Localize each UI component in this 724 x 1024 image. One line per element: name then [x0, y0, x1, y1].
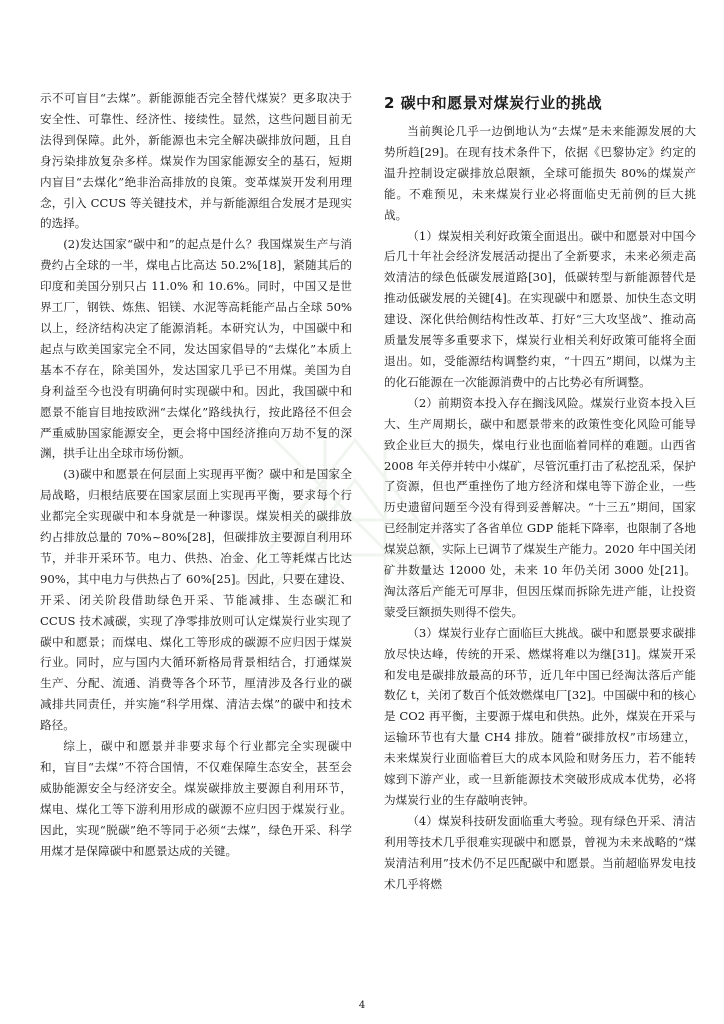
paragraph-challenge-1: （1）煤炭相关利好政策全面退出。碳中和愿景对中国今后几十年社会经济发展活动提出了全新要求，未来必须走高效清洁的绿色低碳发展道路[30]，低碳转型与新能源替代是推动低碳发展的关键[4]。在实现碳中和愿景、加快生态文明建设、深化供给侧结构性改革、打好“三大攻坚战”、推动高质量发展等多重要求下，煤炭行业相关利好政策可能将全面退出。如，受能源结构调整约束，“十四五”期间，以煤为主的化石能源在一次能源消费中的占比势必有所调整。 — [384, 228, 696, 389]
paragraph-intro: 当前舆论几乎一边倒地认为“去煤”是未来能源发展的大势所趋[29]。在现有技术条件下，依据《巴黎协定》约定的温升控制设定碳排放总限额，全球可能损失 80%的煤炭产能。不难预见，未来煤炭行业必将面临史无前例的巨大挑战。 — [384, 124, 696, 222]
left-column — [40, 88, 352, 862]
paragraph-summary: 综上，碳中和愿景并非要求每个行业都完全实现碳中和，盲目“去煤”不符合国情，不仅难保障生态安全，甚至会威胁能源安全与经济安全。煤炭碳排放主要源自利用环节，煤电、煤化工等下游利用形成的碳源不应归因于煤炭行业。因此，实现“脱碳”绝不等同于必须“去煤”，绿色开采、科学用煤才是保障碳中和愿景达成的关键。 — [40, 739, 352, 858]
paragraph-continuation: 示不可盲目“去煤”。新能源能否完全替代煤炭？更多取决于安全性、可靠性、经济性、接续性。显然，这些问题目前无法得到保障。此外，新能源也未完全解决碳排放问题，且自身污染排放复杂多样。煤炭作为国家能源安全的基石，短期内盲目“去煤化”绝非治高排放的良策。变革煤炭开发利用理念，引入 CCUS 等关键技术，并与新能源组合发展才是现实的选择。 — [40, 91, 352, 231]
paragraph-challenge-2: （2）前期资本投入存在搁浅风险。煤炭行业资本投入巨大、生产周期长，碳中和愿景带来的政策性变化风险可能导致企业巨大的损失，煤电行业也面临着同样的难题。山西省 2008 年关停并转中小煤矿，尽管沉重打击了私挖乱采，保护了资源，但也严重挫伤了地方经济和煤电等下游企业，一些历史遗留问题至今没有得到妥善解决。“十三五”期间，国家已经制定并落实了各省单位 GDP 能耗下降率，也限制了各地煤炭总额，实际上已调节了煤炭生产能力。2020 年中国关闭矿井数量达 12000 处，未来 10 年仍关闭 3000 处[21]。淘汰落后产能无可厚非，但因压煤而拆除先进产能，让投资蒙受巨额损失则得不偿失。 — [384, 395, 696, 619]
section-heading: 2 碳中和愿景对煤炭行业的挑战 — [384, 94, 603, 112]
right-column — [384, 92, 696, 895]
paragraph-starting-point: (2)发达国家“碳中和”的起点是什么？我国煤炭生产与消费约占全球的一半，煤电占比高达 50.2%[18]，紧随其后的印度和美国分别只占 11.0% 和 10.6%。同时，中国又是世界工厂，钢铁、炼焦、铝镁、水泥等高耗能产品占全球 50%以上，经济结构决定了能源消耗。本研究认为，中国碳中和起点与欧美国家完全不同，发达国家倡导的“去煤化”本质上基本不存在，除美国外，发达国家几乎已不用煤。美国为自身利益至今也没有明确何时实现碳中和。因此，我国碳中和愿景不能盲目地按欧洲“去煤化”路线执行，按此路径不但会严重威胁国家能源安全，更会将中国经济推向万劫不复的深渊，拱手让出全球市场份额。 — [40, 237, 352, 461]
paragraph-rebalance-level: (3)碳中和愿景在何层面上实现再平衡？碳中和是国家全局战略，归根结底要在国家层面上实现再平衡，要求每个行业都完全实现碳中和本身就是一种谬误。煤炭相关的碳排放约占排放总量的 70%~80%[28]，但碳排放主要源自利用环节，并非开采环节。电力、供热、冶金、化工等耗煤占比达 90%，其中电力与供热占了 60%[25]。因此，只要在建设、开采、闭关阶段借助绿色开采、节能减排、生态碳汇和 CCUS 技术减碳，实现了净零排放则可认定煤炭行业实现了碳中和愿景；而煤电、煤化工等形成的碳源不应归因于煤炭行业。同时，应与国内大循环新格局背景相结合，打通煤炭生产、分配、流通、消费等各个环节，厘清涉及各行业的碳减排共同责任，并实施“科学用煤、清洁去煤”的碳中和技术路径。 — [40, 467, 352, 733]
paragraph-challenge-3: （3）煤炭行业存亡面临巨大挑战。碳中和愿景要求碳排放尽快达峰，传统的开采、燃煤将难以为继[31]。煤炭开采和发电是碳排放最高的环节，近几年中国已经淘汰落后产能数亿 t，关闭了数百个低效燃煤电厂[32]。中国碳中和的核心是 CO2 再平衡，主要源于煤电和供热。此外，煤炭在开采与运输环节也有大量 CH4 排放。随着“碳排放权”市场建立，未来煤炭行业面临着巨大的成本风险和财务压力，若不能转嫁到下游产业，或一旦新能源技术突破形成成本优势，必将为煤炭行业的生存敲响丧钟。 — [384, 625, 696, 807]
paragraph-challenge-4: （4）煤炭科技研发面临重大考验。现有绿色开采、清洁利用等技术几乎很难实现碳中和愿景，曾视为未来战略的“煤炭清洁利用”技术仍不足匹配碳中和愿景。当前超临界发电技术几乎将燃 — [384, 813, 696, 891]
page-number: 4 — [358, 1000, 366, 1011]
